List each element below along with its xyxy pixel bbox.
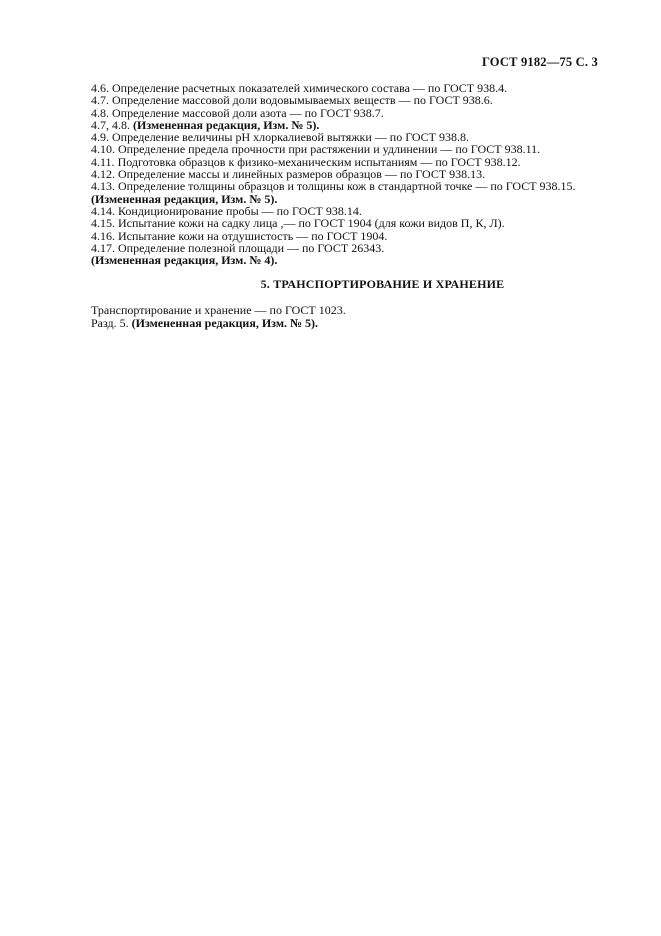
clause-number: 4.6. xyxy=(91,81,109,95)
clause-line xyxy=(91,317,606,329)
clause-number: 4.13. xyxy=(91,179,115,194)
clause-number: 4.10. xyxy=(91,142,115,157)
document-body xyxy=(91,82,606,329)
clause-text: Определение массовой доли азота — по ГОСТ 938.7. xyxy=(112,105,384,120)
clause-number: 4.7, 4.8. xyxy=(91,117,130,132)
clause-text: Испытание кожи на садку лица ,— по ГОСТ 1904 (для кожи видов П, К, Л). xyxy=(118,216,505,231)
clause-text: Испытание кожи на отдушистость — по ГОСТ 1904. xyxy=(118,228,388,243)
clause-text: Определение массовой доли водовымываемых веществ — по ГОСТ 938.6. xyxy=(112,93,493,108)
clause-text: Определение толщины образцов и толщины кож в стандартной точке — по ГОСТ 938.15. xyxy=(118,179,576,194)
clause-number: 4.16. xyxy=(91,228,115,243)
clause-number: 4.14. xyxy=(91,203,115,218)
clause-text: Определение величины рН хлоркалиевой вытяжки — по ГОСТ 938.8. xyxy=(112,130,470,145)
amendment-note: (Измененная редакция, Изм. № 5). xyxy=(131,315,319,330)
clause-number: 4.9. xyxy=(91,130,109,145)
clause-text: Кондиционирование пробы — по ГОСТ 938.14. xyxy=(118,203,362,218)
clause-text: Подготовка образцов к физико-механическим испытаниям — по ГОСТ 938.12. xyxy=(117,154,521,169)
amendment-note: (Измененная редакция, Изм. № 5). xyxy=(133,117,320,132)
clause-text: Транспортирование и хранение — по ГОСТ 1023. xyxy=(91,303,346,318)
section-title: 5. ТРАНСПОРТИРОВАНИЕ И ХРАНЕНИЕ xyxy=(260,277,505,292)
clause-line xyxy=(91,254,606,266)
section-body xyxy=(91,304,606,329)
clause-text: Определение расчетных показателей химического состава — по ГОСТ 938.4. xyxy=(112,81,508,95)
clause-text: Определение массы и линейных размеров образцов — по ГОСТ 938.13. xyxy=(118,167,486,182)
clause-text: Определение предела прочности при растяжении и удлинении — по ГОСТ 938.11. xyxy=(118,142,541,157)
clause-text: Определение полезной площади — по ГОСТ 26343. xyxy=(118,240,385,255)
clause-number: Разд. 5. xyxy=(91,315,129,330)
page-header: ГОСТ 9182—75 С. 3 xyxy=(481,55,598,69)
clause-number: 4.15. xyxy=(91,216,115,231)
amendment-note: (Измененная редакция, Изм. № 5). xyxy=(91,191,278,206)
amendment-note: (Измененная редакция, Изм. № 4). xyxy=(91,253,278,268)
clause-number: 4.11. xyxy=(91,154,115,169)
clause-list xyxy=(91,82,606,266)
clause-number: 4.7. xyxy=(91,93,109,108)
clause-number: 4.12. xyxy=(91,167,115,182)
clause-number: 4.17. xyxy=(91,240,115,255)
clause-number: 4.8. xyxy=(91,105,109,120)
